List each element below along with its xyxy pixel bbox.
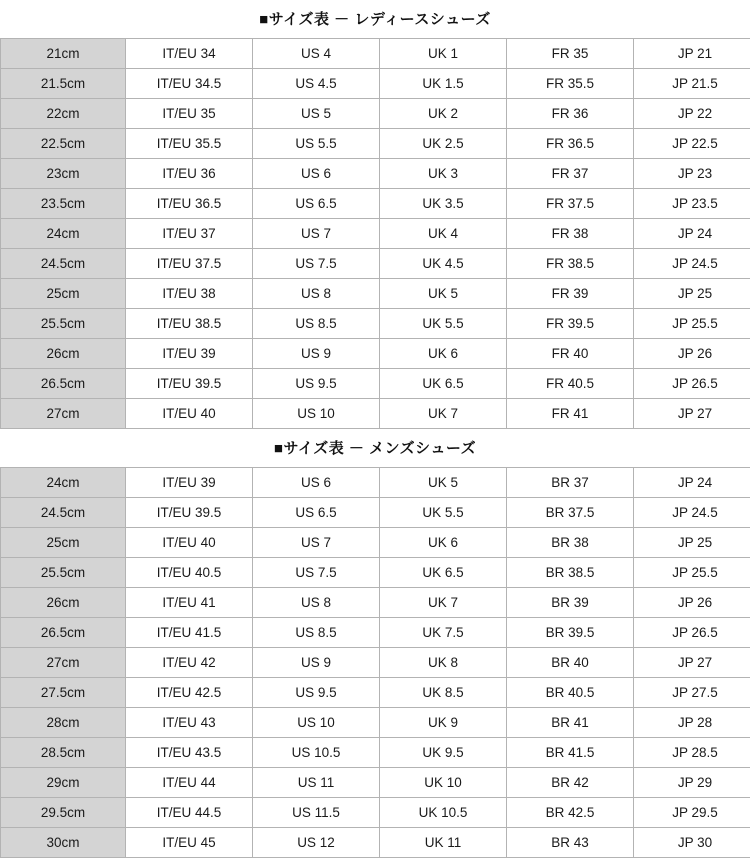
cell-fr: FR 35.5	[507, 69, 634, 99]
cell-br: BR 42.5	[507, 798, 634, 828]
cell-jp: JP 26	[634, 588, 750, 618]
womens-size-table-body	[1, 39, 750, 429]
cell-us: US 6	[253, 159, 380, 189]
mens-size-table	[0, 467, 750, 858]
cell-fr: FR 35	[507, 39, 634, 69]
cell-fr: FR 40.5	[507, 369, 634, 399]
womens-size-table-wrap	[0, 38, 750, 429]
table-row	[1, 129, 750, 159]
table-row	[1, 708, 750, 738]
table-row	[1, 189, 750, 219]
cell-fr: FR 37.5	[507, 189, 634, 219]
womens-section-title-block	[0, 0, 750, 38]
cell-it-eu: IT/EU 43.5	[126, 738, 253, 768]
cell-it-eu: IT/EU 37.5	[126, 249, 253, 279]
cell-us: US 6.5	[253, 189, 380, 219]
cell-uk: UK 10.5	[380, 798, 507, 828]
cell-fr: FR 36.5	[507, 129, 634, 159]
cell-us: US 7.5	[253, 249, 380, 279]
cell-uk: UK 5.5	[380, 498, 507, 528]
cell-jp: JP 24.5	[634, 249, 750, 279]
cell-uk: UK 6	[380, 339, 507, 369]
cell-jp: JP 25.5	[634, 309, 750, 339]
cell-uk: UK 5.5	[380, 309, 507, 339]
cell-uk: UK 11	[380, 828, 507, 858]
table-row	[1, 279, 750, 309]
cell-it-eu: IT/EU 36.5	[126, 189, 253, 219]
table-row	[1, 468, 750, 498]
cell-uk: UK 7	[380, 399, 507, 429]
cell-us: US 9	[253, 339, 380, 369]
table-row	[1, 99, 750, 129]
cell-jp: JP 24.5	[634, 498, 750, 528]
cell-br: BR 41	[507, 708, 634, 738]
cell-fr: FR 38	[507, 219, 634, 249]
cell-jp: JP 27	[634, 399, 750, 429]
cell-uk: UK 3.5	[380, 189, 507, 219]
cell-cm: 26.5cm	[1, 618, 126, 648]
cell-jp: JP 29	[634, 768, 750, 798]
cell-jp: JP 21.5	[634, 69, 750, 99]
cell-it-eu: IT/EU 38	[126, 279, 253, 309]
cell-uk: UK 1	[380, 39, 507, 69]
table-row	[1, 588, 750, 618]
cell-uk: UK 5	[380, 279, 507, 309]
cell-fr: FR 41	[507, 399, 634, 429]
cell-cm: 27cm	[1, 648, 126, 678]
cell-fr: FR 40	[507, 339, 634, 369]
cell-jp: JP 28	[634, 708, 750, 738]
cell-it-eu: IT/EU 39.5	[126, 498, 253, 528]
womens-size-table	[0, 38, 750, 429]
table-row	[1, 678, 750, 708]
table-row	[1, 768, 750, 798]
cell-uk: UK 8.5	[380, 678, 507, 708]
cell-jp: JP 23.5	[634, 189, 750, 219]
table-row	[1, 309, 750, 339]
cell-cm: 22.5cm	[1, 129, 126, 159]
mens-size-table-wrap	[0, 467, 750, 858]
cell-us: US 5	[253, 99, 380, 129]
cell-jp: JP 25.5	[634, 558, 750, 588]
cell-us: US 11	[253, 768, 380, 798]
cell-it-eu: IT/EU 37	[126, 219, 253, 249]
table-row	[1, 249, 750, 279]
cell-us: US 9.5	[253, 369, 380, 399]
cell-it-eu: IT/EU 44.5	[126, 798, 253, 828]
cell-us: US 7.5	[253, 558, 380, 588]
cell-uk: UK 7.5	[380, 618, 507, 648]
cell-us: US 10	[253, 708, 380, 738]
cell-us: US 10	[253, 399, 380, 429]
cell-it-eu: IT/EU 44	[126, 768, 253, 798]
cell-jp: JP 25	[634, 528, 750, 558]
cell-br: BR 40.5	[507, 678, 634, 708]
cell-uk: UK 9	[380, 708, 507, 738]
cell-uk: UK 4	[380, 219, 507, 249]
cell-cm: 25cm	[1, 279, 126, 309]
cell-cm: 30cm	[1, 828, 126, 858]
table-row	[1, 618, 750, 648]
table-row	[1, 528, 750, 558]
cell-cm: 24cm	[1, 219, 126, 249]
cell-us: US 8	[253, 588, 380, 618]
cell-cm: 25.5cm	[1, 309, 126, 339]
cell-us: US 8.5	[253, 309, 380, 339]
cell-uk: UK 10	[380, 768, 507, 798]
cell-cm: 27.5cm	[1, 678, 126, 708]
cell-jp: JP 22.5	[634, 129, 750, 159]
cell-uk: UK 9.5	[380, 738, 507, 768]
cell-uk: UK 6.5	[380, 558, 507, 588]
table-row	[1, 339, 750, 369]
cell-it-eu: IT/EU 42	[126, 648, 253, 678]
cell-fr: FR 36	[507, 99, 634, 129]
cell-us: US 8	[253, 279, 380, 309]
cell-jp: JP 25	[634, 279, 750, 309]
cell-uk: UK 5	[380, 468, 507, 498]
table-row	[1, 219, 750, 249]
cell-jp: JP 30	[634, 828, 750, 858]
cell-us: US 6	[253, 468, 380, 498]
cell-it-eu: IT/EU 39	[126, 339, 253, 369]
cell-uk: UK 3	[380, 159, 507, 189]
cell-it-eu: IT/EU 34.5	[126, 69, 253, 99]
cell-cm: 23cm	[1, 159, 126, 189]
cell-us: US 9.5	[253, 678, 380, 708]
cell-cm: 26.5cm	[1, 369, 126, 399]
cell-it-eu: IT/EU 35.5	[126, 129, 253, 159]
cell-it-eu: IT/EU 34	[126, 39, 253, 69]
cell-cm: 23.5cm	[1, 189, 126, 219]
cell-jp: JP 27	[634, 648, 750, 678]
cell-br: BR 39.5	[507, 618, 634, 648]
cell-it-eu: IT/EU 40.5	[126, 558, 253, 588]
cell-it-eu: IT/EU 41	[126, 588, 253, 618]
cell-br: BR 38.5	[507, 558, 634, 588]
cell-it-eu: IT/EU 42.5	[126, 678, 253, 708]
cell-fr: FR 39.5	[507, 309, 634, 339]
table-row	[1, 369, 750, 399]
cell-us: US 7	[253, 528, 380, 558]
cell-uk: UK 6	[380, 528, 507, 558]
cell-uk: UK 2	[380, 99, 507, 129]
cell-us: US 10.5	[253, 738, 380, 768]
cell-cm: 28cm	[1, 708, 126, 738]
cell-it-eu: IT/EU 41.5	[126, 618, 253, 648]
cell-it-eu: IT/EU 39.5	[126, 369, 253, 399]
cell-uk: UK 2.5	[380, 129, 507, 159]
cell-us: US 8.5	[253, 618, 380, 648]
cell-uk: UK 4.5	[380, 249, 507, 279]
cell-us: US 5.5	[253, 129, 380, 159]
cell-cm: 24.5cm	[1, 249, 126, 279]
womens-section-title: ■サイズ表 － レディースシューズ	[259, 12, 491, 27]
cell-jp: JP 28.5	[634, 738, 750, 768]
cell-jp: JP 23	[634, 159, 750, 189]
cell-us: US 9	[253, 648, 380, 678]
cell-us: US 4.5	[253, 69, 380, 99]
cell-us: US 7	[253, 219, 380, 249]
cell-cm: 25.5cm	[1, 558, 126, 588]
cell-cm: 29cm	[1, 768, 126, 798]
cell-br: BR 39	[507, 588, 634, 618]
table-row	[1, 828, 750, 858]
table-row	[1, 648, 750, 678]
cell-it-eu: IT/EU 35	[126, 99, 253, 129]
cell-it-eu: IT/EU 45	[126, 828, 253, 858]
mens-section-title: ■サイズ表 － メンズシューズ	[274, 441, 476, 456]
table-row	[1, 738, 750, 768]
cell-cm: 21.5cm	[1, 69, 126, 99]
cell-cm: 21cm	[1, 39, 126, 69]
cell-br: BR 40	[507, 648, 634, 678]
cell-us: US 4	[253, 39, 380, 69]
cell-fr: FR 37	[507, 159, 634, 189]
cell-us: US 6.5	[253, 498, 380, 528]
table-row	[1, 39, 750, 69]
cell-us: US 12	[253, 828, 380, 858]
cell-it-eu: IT/EU 39	[126, 468, 253, 498]
cell-uk: UK 8	[380, 648, 507, 678]
cell-fr: FR 39	[507, 279, 634, 309]
cell-br: BR 43	[507, 828, 634, 858]
cell-cm: 24cm	[1, 468, 126, 498]
cell-jp: JP 27.5	[634, 678, 750, 708]
cell-uk: UK 1.5	[380, 69, 507, 99]
cell-br: BR 41.5	[507, 738, 634, 768]
cell-cm: 22cm	[1, 99, 126, 129]
cell-jp: JP 24	[634, 219, 750, 249]
table-row	[1, 159, 750, 189]
cell-it-eu: IT/EU 43	[126, 708, 253, 738]
cell-cm: 29.5cm	[1, 798, 126, 828]
cell-br: BR 38	[507, 528, 634, 558]
cell-cm: 28.5cm	[1, 738, 126, 768]
cell-cm: 25cm	[1, 528, 126, 558]
cell-uk: UK 6.5	[380, 369, 507, 399]
cell-jp: JP 26.5	[634, 618, 750, 648]
cell-it-eu: IT/EU 38.5	[126, 309, 253, 339]
table-row	[1, 798, 750, 828]
cell-jp: JP 26.5	[634, 369, 750, 399]
cell-jp: JP 24	[634, 468, 750, 498]
table-row	[1, 69, 750, 99]
cell-cm: 27cm	[1, 399, 126, 429]
cell-br: BR 42	[507, 768, 634, 798]
cell-br: BR 37.5	[507, 498, 634, 528]
cell-it-eu: IT/EU 36	[126, 159, 253, 189]
cell-jp: JP 21	[634, 39, 750, 69]
mens-section-title-block	[0, 429, 750, 467]
mens-size-table-body	[1, 468, 750, 858]
cell-it-eu: IT/EU 40	[126, 528, 253, 558]
cell-br: BR 37	[507, 468, 634, 498]
cell-jp: JP 29.5	[634, 798, 750, 828]
cell-it-eu: IT/EU 40	[126, 399, 253, 429]
table-row	[1, 399, 750, 429]
cell-fr: FR 38.5	[507, 249, 634, 279]
cell-cm: 26cm	[1, 588, 126, 618]
cell-cm: 24.5cm	[1, 498, 126, 528]
cell-jp: JP 26	[634, 339, 750, 369]
cell-uk: UK 7	[380, 588, 507, 618]
table-row	[1, 498, 750, 528]
cell-cm: 26cm	[1, 339, 126, 369]
cell-us: US 11.5	[253, 798, 380, 828]
table-row	[1, 558, 750, 588]
cell-jp: JP 22	[634, 99, 750, 129]
